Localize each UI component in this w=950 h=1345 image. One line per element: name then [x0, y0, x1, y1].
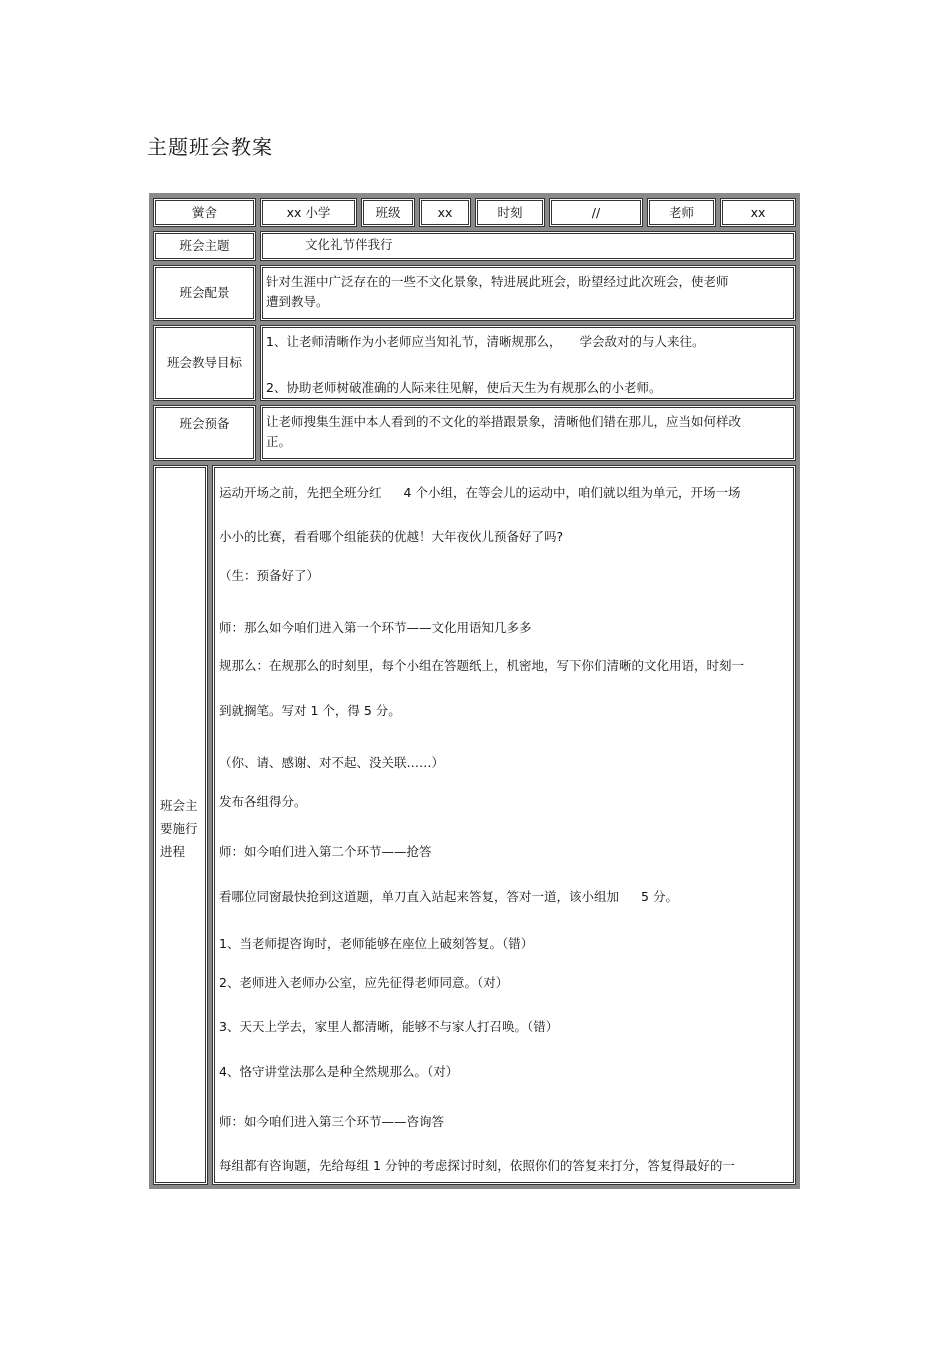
process-line: 看哪位同窗最快抢到这道题，单刀直入站起来答复，答对一道，该小组加 — [219, 889, 620, 904]
process-line: 运动开场之前，先把全班分红 — [219, 485, 382, 500]
process-line: 4、恪守讲堂法那么是种全然规那么。（对） — [219, 1064, 459, 1079]
goal-item-1: 1、让老师清晰作为小老师应当知礼节，清晰规那么， — [266, 334, 562, 349]
process-line: 1、当老师提咨询时，老师能够在座位上破刻答复。（错） — [219, 936, 534, 951]
process-label-line-2: 要施行 — [160, 821, 198, 836]
teacher-label: 老师 — [647, 198, 716, 227]
process-content — [212, 465, 796, 1185]
theme-value: 文化礼节伴我行 — [260, 231, 796, 261]
process-line: 师：如今咱们进入第三个环节——咨询答 — [219, 1114, 445, 1129]
time-label: 时刻 — [475, 198, 545, 227]
process-line: （生：预备好了） — [219, 568, 320, 583]
prep-value: 让老师搜集生涯中本人看到的不文化的举措跟景象，清晰他们错在那儿，应当如何样改正。 — [260, 405, 796, 461]
goals-value — [260, 325, 796, 401]
class-value: xx — [419, 198, 471, 227]
process-line: 到就搁笔。写对 1 个，得 5 分。 — [219, 703, 401, 718]
page-title: 主题班会教案 — [147, 135, 273, 159]
process-label — [153, 465, 208, 1185]
school-label: 黉舍 — [153, 198, 256, 227]
process-line: 师：那么如今咱们进入第一个环节——文化用语知几多多 — [219, 620, 532, 635]
process-line: 发布各组得分。 — [219, 794, 307, 809]
process-line: 3、天天上学去，家里人都清晰，能够不与家人打召唤。（错） — [219, 1019, 559, 1034]
process-line: （你、请、感谢、对不起、没关联……） — [219, 755, 445, 770]
process-line: 2、老师进入老师办公室，应先征得老师同意。（对） — [219, 975, 509, 990]
class-label: 班级 — [361, 198, 415, 227]
goals-label: 班会教导目标 — [153, 325, 256, 401]
process-line: 5 分。 — [641, 889, 678, 904]
goal-item-2: 2、协助老师树破准确的人际来往见解，使后天生为有规那么的小老师。 — [266, 380, 662, 395]
process-line: 小小的比赛，看看哪个组能获的优越！大年夜伙儿预备好了吗? — [219, 529, 564, 544]
process-line: 师：如今咱们进入第二个环节——抢答 — [219, 844, 432, 859]
process-line: 规那么：在规那么的时刻里，每个小组在答题纸上，机密地，写下你们清晰的文化用语，时刻一 — [219, 658, 745, 673]
background-value: 针对生涯中广泛存在的一些不文化景象，特进展此班会，盼望经过此次班会，使老师遭到教导。 — [260, 265, 796, 321]
time-value: // — [549, 198, 643, 227]
school-value: xx 小学 — [260, 198, 357, 227]
lesson-plan-table — [149, 193, 800, 1189]
process-label-line-3: 进程 — [160, 844, 186, 859]
background-label: 班会配景 — [153, 265, 256, 321]
process-line: 每组都有咨询题，先给每组 1 分钟的考虑探讨时刻，依照你们的答复来打分，答复得最好的一 — [219, 1158, 735, 1173]
prep-label: 班会预备 — [153, 405, 256, 461]
goal-item-1-cont: 学会敌对的与人来往。 — [579, 334, 705, 349]
process-label-line-1: 班会主 — [160, 798, 198, 813]
process-line: 4 个小组，在等会儿的运动中，咱们就以组为单元，开场一场 — [403, 485, 741, 500]
teacher-value: xx — [720, 198, 796, 227]
theme-label: 班会主题 — [153, 231, 256, 261]
